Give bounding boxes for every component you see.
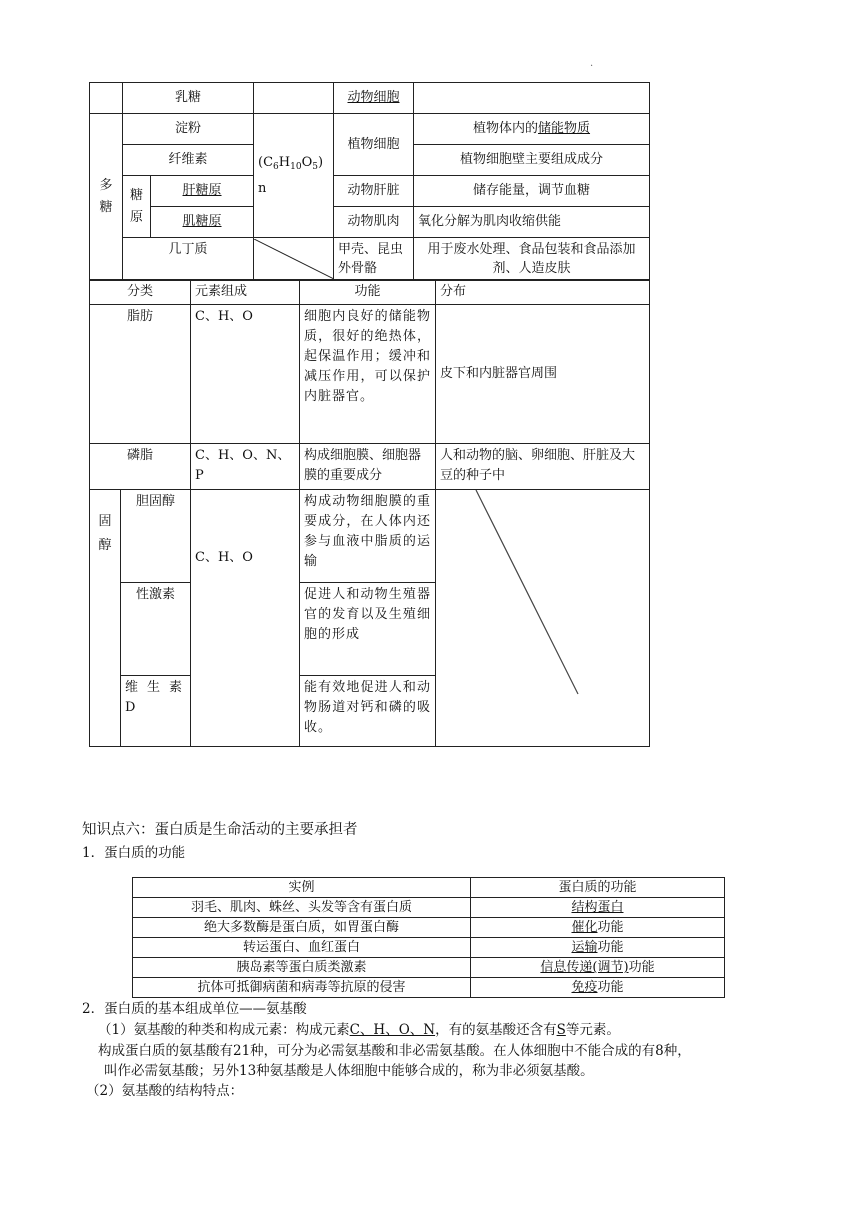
location-cell: 动物细胞 [334,83,414,114]
lipid-table [89,279,650,747]
table-row [90,305,650,444]
glycogen-label: 糖原 [123,176,151,238]
function-cell: 细胞内良好的储能物质，很好的绝热体，起保温作用；缓冲和减压作用，可以保护内脏器官。 [300,305,436,444]
lipid-name: 磷脂 [90,444,191,490]
location-cell: 甲壳、昆虫外骨骼 [334,238,414,281]
empty-slash-cell [436,490,650,747]
sugar-name: 乳糖 [123,83,254,114]
function-cell: 催化功能 [471,918,725,938]
sugar-name: 纤维素 [123,145,254,176]
sugar-name: 肌糖原 [151,207,254,238]
function-cell: 构成动物细胞膜的重要成分，在人体内还参与血液中脂质的运输 [300,490,436,583]
distribution-cell: 人和动物的脑、卵细胞、肝脏及大豆的种子中 [436,444,650,490]
lipid-name: 维生素D [121,676,191,747]
function-cell: 用于废水处理、食品包装和食品添加剂、人造皮肤 [414,238,650,281]
function-cell: 免疫功能 [471,978,725,998]
table-row [133,898,725,918]
example-cell: 羽毛、肌肉、蛛丝、头发等含有蛋白质 [133,898,471,918]
function-cell: 氧化分解为肌肉收缩供能 [414,207,650,238]
sugar-name: 几丁质 [123,238,254,281]
subsection-heading: 1．蛋白质的功能 [82,845,186,861]
elements-cell: C、H、O [191,490,300,747]
example-cell: 胰岛素等蛋白质类激素 [133,958,471,978]
table-row [90,114,650,145]
table-row [133,978,725,998]
paragraph: （1）氨基酸的种类和构成元素：构成元素C、H、O、N，有的氨基酸还含有S等元素。 [98,1022,620,1038]
function-cell: 结构蛋白 [471,898,725,918]
page-mark: . [590,58,594,69]
example-cell: 绝大多数酶是蛋白质，如胃蛋白酶 [133,918,471,938]
lipid-name: 脂肪 [90,305,191,444]
subsection-heading: 2．蛋白质的基本组成单位——氨基酸 [82,1001,307,1017]
elements-cell: C、H、O [191,305,300,444]
table-row [133,938,725,958]
lipid-name: 性激素 [121,583,191,676]
function-cell: 储存能量，调节血糖 [414,176,650,207]
polysaccharide-table [89,82,650,281]
table-row [133,958,725,978]
distribution-cell: 皮下和内脏器官周围 [436,305,650,444]
table-row [90,176,650,207]
empty-slash-cell [254,238,334,281]
paragraph: 叫作必需氨基酸；另外13种氨基酸是人体细胞中能够合成的，称为非必须氨基酸。 [104,1063,594,1079]
protein-function-table [132,877,725,998]
table-row [90,83,650,114]
function-cell: 植物细胞壁主要组成成分 [414,145,650,176]
paragraph: （2）氨基酸的结构特点： [86,1083,244,1099]
elements-cell: C、H、O、N、P [191,444,300,490]
example-cell: 抗体可抵御病菌和病毒等抗原的侵害 [133,978,471,998]
sterol-label: 固醇 [90,490,121,747]
table-row [90,207,650,238]
example-cell: 转运蛋白、血红蛋白 [133,938,471,958]
column-header: 元素组成 [191,280,300,305]
location-cell: 动物肌肉 [334,207,414,238]
diagonal-slash [436,490,650,746]
table-row [90,238,650,281]
table-row [133,918,725,938]
column-header: 功能 [300,280,436,305]
sugar-name: 肝糖原 [151,176,254,207]
column-header: 分类 [90,280,191,305]
table-header-row [90,280,650,305]
function-cell: 信息传递(调节)功能 [471,958,725,978]
function-cell: 能有效地促进人和动物肠道对钙和磷的吸收。 [300,676,436,747]
sugar-name: 淀粉 [123,114,254,145]
polysaccharide-group-label: 多糖 [90,114,123,281]
function-cell: 构成细胞膜、细胞器膜的重要成分 [300,444,436,490]
column-header: 实例 [133,878,471,898]
diagonal-slash [254,239,333,279]
table-row [90,490,650,583]
section-title: 知识点六：蛋白质是生命活动的主要承担者 [82,822,358,838]
function-cell: 促进人和动物生殖器官的发育以及生殖细胞的形成 [300,583,436,676]
column-header: 分布 [436,280,650,305]
location-cell: 植物细胞 [334,114,414,176]
column-header: 蛋白质的功能 [471,878,725,898]
lipid-name: 胆固醇 [121,490,191,583]
paragraph: 构成蛋白质的氨基酸有21种，可分为必需氨基酸和非必需氨基酸。在人体细胞中不能合成的有8种， [98,1043,691,1059]
table-row [90,444,650,490]
table-header-row [133,878,725,898]
location-cell: 动物肝脏 [334,176,414,207]
formula-cell: $(C_6H_{10}O_5)$ n [254,114,334,238]
function-cell: 植物体内的储能物质 [414,114,650,145]
function-cell: 运输功能 [471,938,725,958]
